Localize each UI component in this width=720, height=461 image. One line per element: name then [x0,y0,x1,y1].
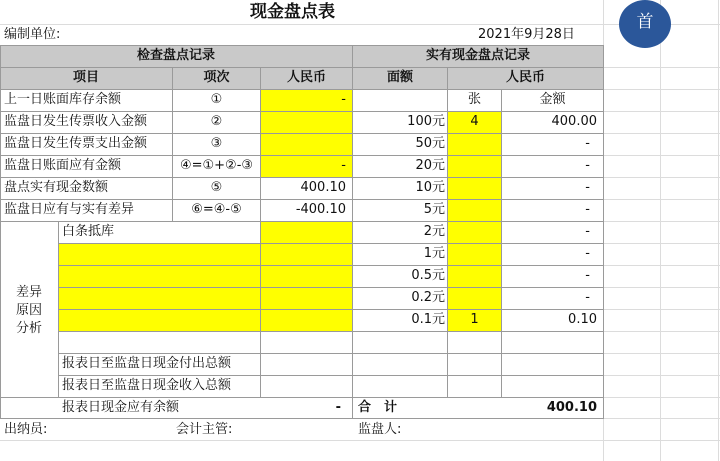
report-in-label: 报表日至监盘日现金收入总额 [62,378,232,393]
denom-value: 50元 [415,136,445,151]
col-header-rmb: 人民币 [286,70,326,85]
amount-value: - [585,290,590,305]
row-item: 监盘日发生传票支出金额 [4,136,148,151]
row-rmb[interactable]: - [341,92,346,107]
cashier-label: 出纳员: [4,422,48,437]
sub-header-amount: 金额 [539,92,566,107]
amount-value: - [585,180,590,195]
right-section-title: 实有现金盘点记录 [425,48,530,63]
row-rmb: - [341,158,346,173]
row-seq: ④=①+②-③ [179,158,254,173]
denom-value: 100元 [407,114,445,129]
diff-label-line3: 分析 [15,321,42,336]
denom-value: 0.1元 [411,312,445,327]
home-button[interactable]: 首 [619,0,671,48]
diff-label-line1: 差异 [15,285,42,300]
row-seq: ③ [210,136,223,151]
row-seq: ⑥=④-⑤ [191,202,242,217]
accountant-label: 会计主管: [176,422,233,437]
col-header-item: 项目 [72,70,99,85]
org-label: 编制单位: [4,27,61,42]
denom-value: 10元 [415,180,445,195]
count-value[interactable]: 1 [470,312,479,327]
diff-label-line2: 原因 [15,303,42,318]
row-item: 上一日账面库存余额 [4,92,122,107]
row-item: 盘点实有现金数额 [4,180,109,195]
row-rmb: -400.10 [295,202,346,217]
amount-value: - [585,246,590,261]
left-section-title: 检查盘点记录 [136,48,215,63]
report-out-label: 报表日至监盘日现金付出总额 [62,356,232,371]
denom-value: 1元 [423,246,445,261]
total-label: 合 计 [358,400,398,415]
amount-value: - [585,202,590,217]
row-seq: ⑤ [210,180,223,195]
report-date: 2021年9月28日 [478,27,575,42]
amount-value: 400.00 [551,114,597,129]
report-balance-value: - [335,400,341,415]
denom-value: 0.2元 [411,290,445,305]
row-item: 监盘日账面应有金额 [4,158,122,173]
amount-value: - [585,224,590,239]
amount-value: - [585,268,590,283]
row-seq: ② [210,114,223,129]
count-value[interactable]: 4 [470,114,479,129]
col-header-seq: 项次 [203,70,230,85]
denom-value: 20元 [415,158,445,173]
white-note-label: 白条抵库 [62,224,115,239]
row-item: 监盘日发生传票收入金额 [4,114,148,129]
row-rmb: 400.10 [300,180,346,195]
total-value: 400.10 [546,400,597,415]
amount-value: 0.10 [568,312,597,327]
report-balance-label: 报表日现金应有余额 [62,400,180,415]
denom-value: 0.5元 [411,268,445,283]
amount-value: - [585,158,590,173]
supervisor-label: 监盘人: [358,422,402,437]
sub-header-count: 张 [467,92,481,107]
page-title: 现金盘点表 [250,2,335,22]
col-header-right-rmb: 人民币 [505,70,545,85]
row-seq: ① [210,92,223,107]
row-item: 监盘日应有与实有差异 [4,202,135,217]
amount-value: - [585,136,590,151]
input-cell[interactable] [261,222,352,243]
denom-value: 5元 [423,202,445,217]
col-header-denom: 面额 [386,70,413,85]
denom-value: 2元 [423,224,445,239]
